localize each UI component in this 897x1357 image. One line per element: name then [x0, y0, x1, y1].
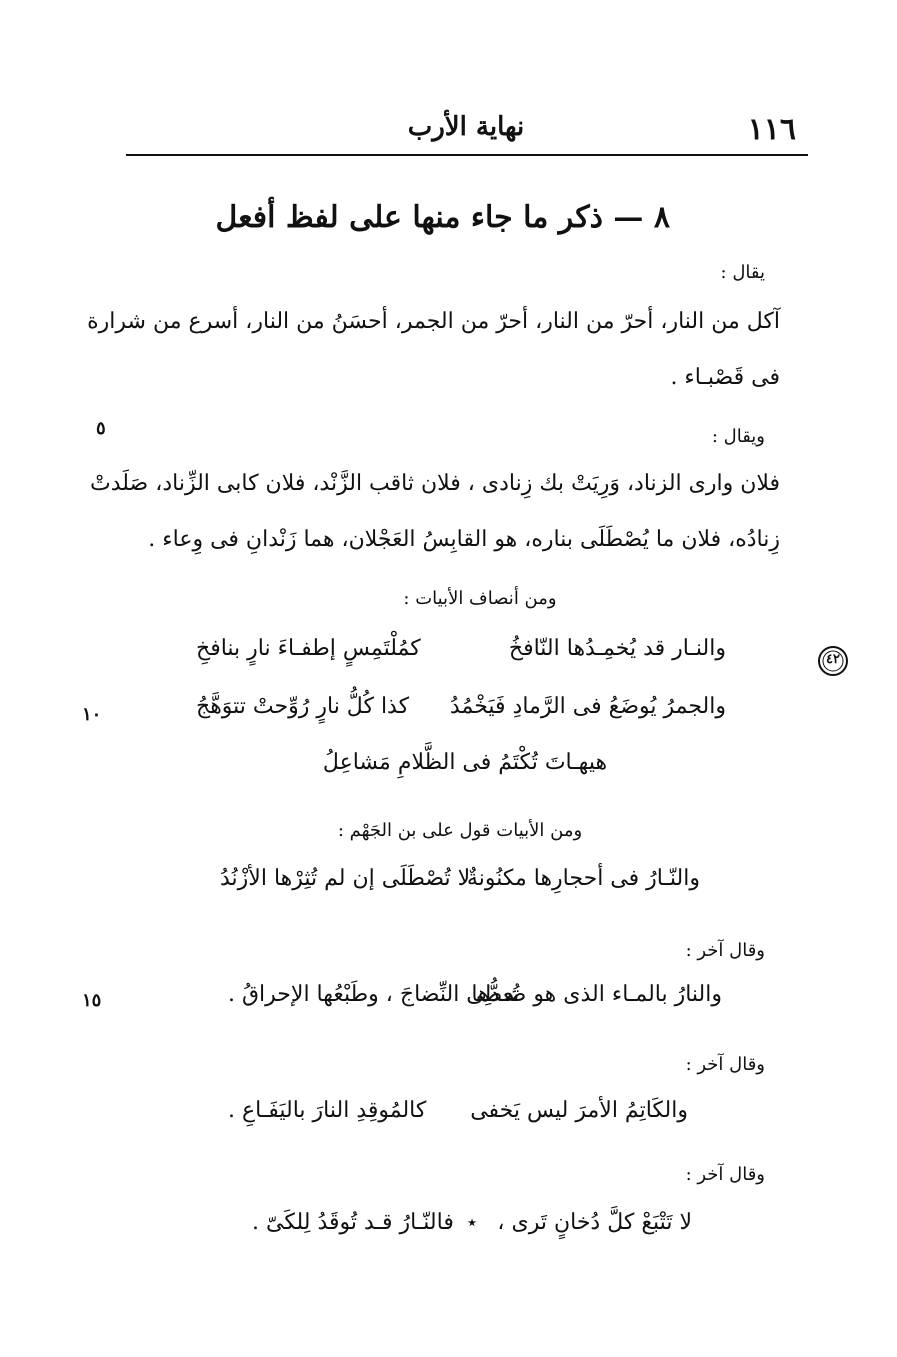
label-ali-ibn-al-jahm: ومن الأبيات قول على بن الجَهْم :: [337, 820, 583, 841]
margin-line-number: ٥: [96, 418, 106, 439]
prose-block-1: [87, 294, 780, 406]
verse-couplet: [220, 866, 700, 906]
folio-ornament: [816, 644, 850, 678]
verse-hemistich: والكَاتِمُ الأمرَ ليس يَخفى: [470, 1098, 688, 1123]
header-rule: [126, 154, 808, 156]
prose-line: فى قَصْبـاء .: [670, 365, 780, 390]
prose-line: فلان وارى الزناد، وَرِيَتْ بك زِنادى ، فلان ثاقب الزَّنْد، فلان كابى الزِّناد، صَلَدتْ: [90, 471, 780, 496]
label-yuqal: يقال :: [720, 262, 765, 283]
prose-line: آكل من النار، أحرّ من النار، أحرّ من الجمر، أحسَنُ من النار، أسرع من شرارة: [87, 309, 780, 334]
label-wa-yuqal: ويقال :: [711, 426, 765, 447]
verse-couplet: [228, 982, 722, 1022]
verse-separator-mark: ٭: [467, 1212, 477, 1233]
verse-couplet: [252, 1210, 692, 1250]
verse-hemistich: والنـار قد يُخمِـدُها النّافخُ: [508, 636, 726, 661]
verse-hemistich: لا تُصْطَلَى إن لم تُثِرْها الأزْنُدُ: [220, 866, 471, 891]
section-heading: ٨ — ذكر ما جاء منها على لفظ أفعل: [215, 200, 670, 235]
prose-block-2: [90, 456, 780, 568]
verse-hemistich: والجمرُ يُوضَعُ فى الرَّمادِ فَيَخْمُدُ: [449, 694, 726, 719]
ornament-number: ٤٢: [826, 652, 840, 667]
margin-line-number: ١٥: [82, 990, 102, 1011]
label-half-verses: ومن أنصاف الأبيات :: [403, 588, 557, 609]
verse-hemistich: كالمُوقِدِ النارَ باليَفَـاعِ .: [228, 1098, 427, 1123]
label-qala-akhar: وقال آخر :: [685, 940, 765, 961]
verse-couplet: [196, 636, 726, 676]
page-number: ١١٦: [747, 112, 796, 147]
verse-couplet: [196, 694, 726, 734]
verse-hemistich: والنارُ بالمـاء الذى هو ضـدُّها: [471, 982, 722, 1007]
verse-couplet: [228, 1098, 688, 1138]
label-qala-akhar: وقال آخر :: [685, 1164, 765, 1185]
verse-hemistich: كذا كُلُّ نارٍ رُوِّحتْ تتوَهَّجُ: [196, 694, 410, 719]
page-header: [126, 112, 806, 156]
margin-line-number: ١٠: [82, 704, 102, 725]
verse-hemistich: كمُلْتَمِسٍ إطفـاءَ نارٍ بنافخِ: [196, 636, 421, 661]
verse-hemistich: لا تَتْبَعْ كلَّ دُخانٍ تَرى ،: [497, 1210, 692, 1235]
label-qala-akhar: وقال آخر :: [685, 1054, 765, 1075]
prose-line: زِنادُه، فلان ما يُصْطَلَى بناره، هو القابِسُ العَجْلان، هما زَنْدانِ فى وِعاء .: [148, 527, 780, 552]
verse-single: هيهـاتَ تُكْتَمُ فى الظَّلامِ مَشاعِلُ: [322, 750, 608, 775]
verse-hemistich: فالنّـارُ قـد تُوقَدُ لِلكَىّ .: [252, 1210, 454, 1235]
running-title: نهاية الأرب: [407, 112, 525, 142]
verse-hemistich: تُعطِى النِّضاجَ ، وطَبْعُها الإحراقُ .: [228, 982, 520, 1007]
verse-hemistich: والنّـارُ فى أحجارِها مكنُونةٌ: [466, 866, 700, 891]
